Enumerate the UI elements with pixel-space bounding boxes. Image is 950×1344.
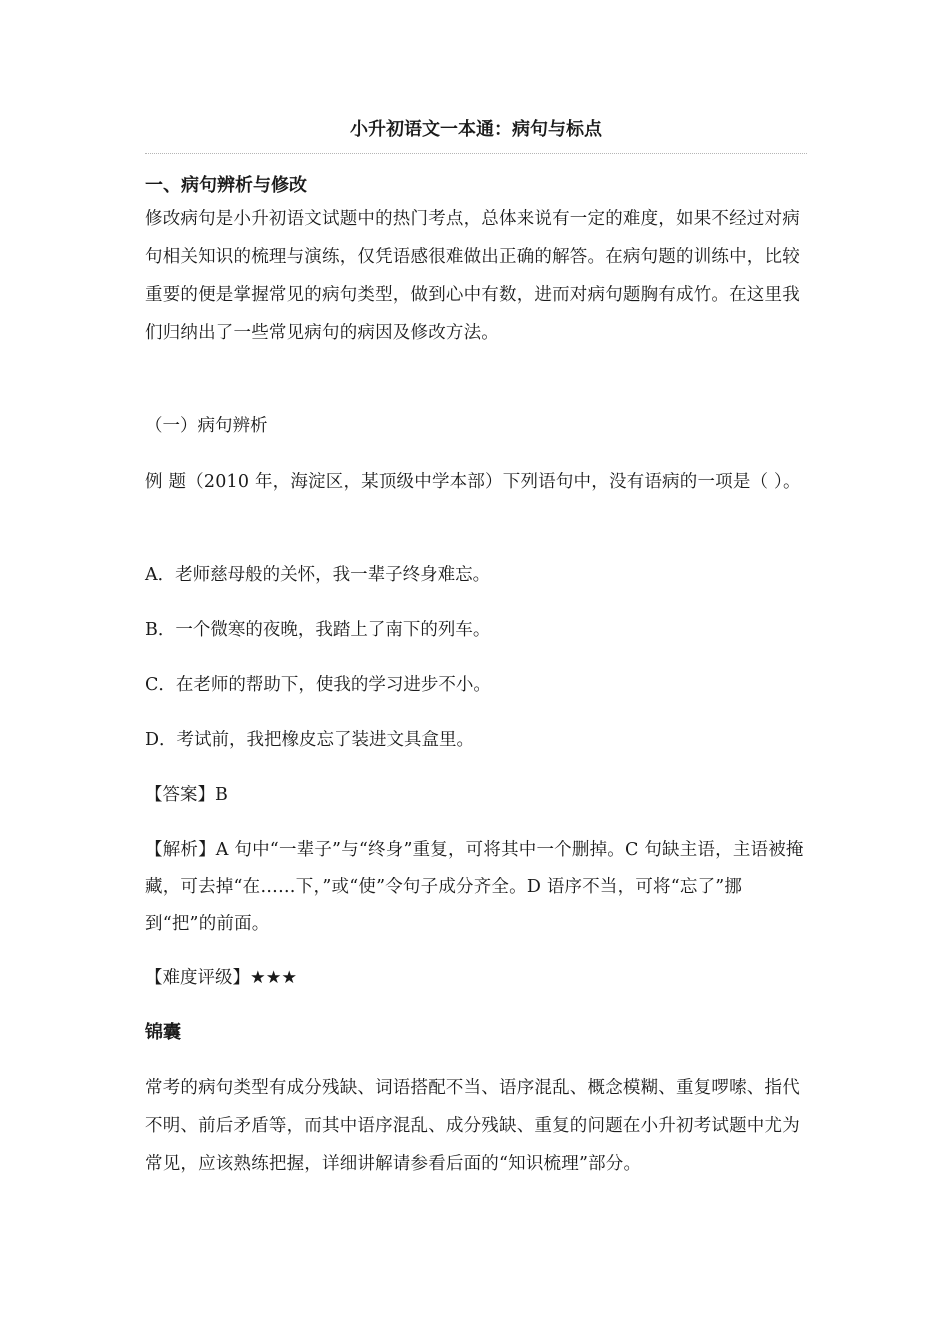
option-a: A．老师慈母般的关怀，我一辈子终身难忘。 — [145, 565, 491, 585]
difficulty-stars: ★★★ — [250, 968, 298, 988]
intro-paragraph: 修改病句是小升初语文试题中的热门考点，总体来说有一定的难度，如果不经过对病句相关知识的梳理与演练，仅凭语感很难做出正确的解答。在病句题的训练中，比较重要的便是掌握常见的病句类型，做到心中有数，进而对病句题胸有成竹。在这里我们归纳出了一些常见病句的病因及修改方法。 — [145, 209, 800, 343]
difficulty-label: 【难度评级】 — [145, 968, 250, 988]
tips-heading: 锦囊 — [145, 1022, 181, 1043]
section-heading: 一、病句辨析与修改 — [145, 175, 307, 196]
page-title: 小升初语文一本通：病句与标点 — [350, 119, 602, 140]
tips-paragraph: 常考的病句类型有成分残缺、词语搭配不当、语序混乱、概念模糊、重复啰嗦、指代不明、前后矛盾等，而其中语序混乱、成分残缺、重复的问题在小升初考试题中尤为常见，应该熟练把握，详细讲解请参看后面的“知识梳理”部分。 — [145, 1078, 800, 1174]
option-b: B．一个微寒的夜晚，我踏上了南下的列车。 — [145, 620, 491, 640]
analysis-paragraph: 【解析】A 句中“一辈子”与“终身”重复，可将其中一个删掉。C 句缺主语，主语被掩藏，可去掉“在……下，”或“使”令句子成分齐全。D 语序不当，可将“忘了”挪到“把”的前面。 — [145, 840, 804, 934]
subsection-heading: （一）病句辨析 — [145, 416, 268, 436]
difficulty-rating — [145, 966, 297, 990]
example-question: 例 题（2010 年，海淀区，某顶级中学本部）下列语句中，没有语病的一项是（ ）。 — [145, 472, 801, 492]
option-c: C．在老师的帮助下，使我的学习进步不小。 — [145, 675, 491, 695]
option-d: D．考试前，我把橡皮忘了装进文具盒里。 — [145, 730, 475, 750]
title-divider — [145, 153, 807, 154]
answer-line: 【答案】B — [145, 785, 228, 805]
